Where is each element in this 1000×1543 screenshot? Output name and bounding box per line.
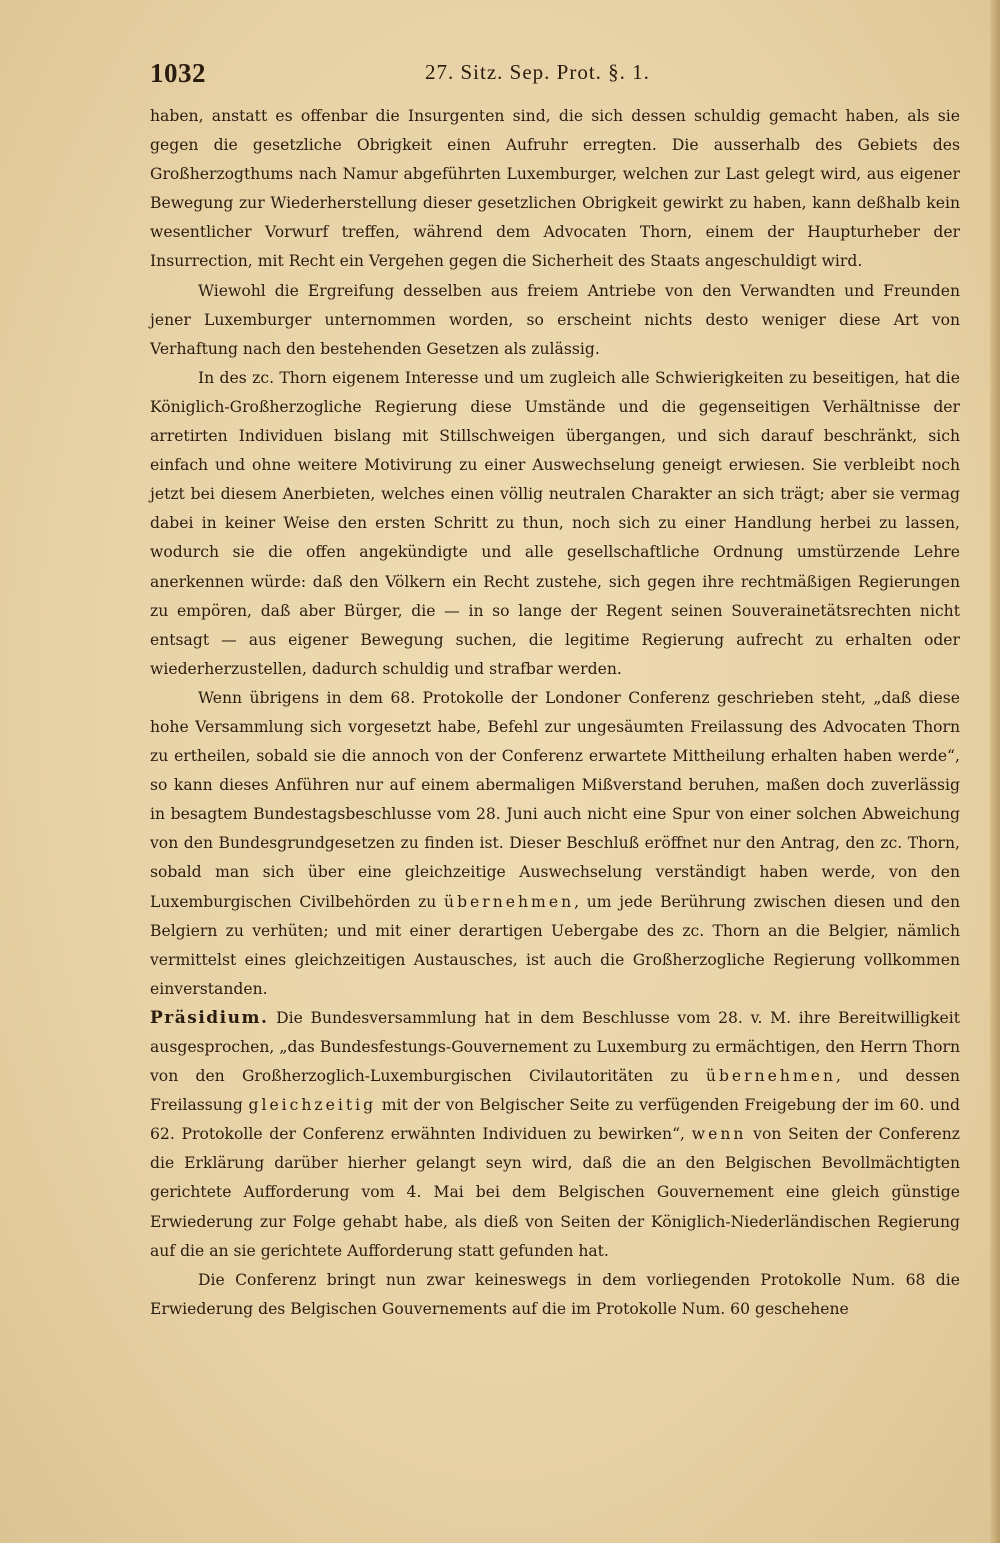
running-title: 27. Sitz. Sep. Prot. §. 1. bbox=[425, 60, 650, 84]
page-edge bbox=[990, 0, 1000, 1543]
speaker-label: Präsidium. bbox=[150, 1007, 269, 1028]
paragraph: In des zc. Thorn eigenem Interesse und um zugleich alle Schwierigkeiten zu beseitigen, hat die Königlich-Großherzogliche Regierung diese Umstände und die gegenseitigen Verhältnisse der arretirten Individuen bislang mit Stillschweigen übergangen, und sich darauf beschränkt, sich einfach und ohne weitere Motivirung zu einer Auswechselung geneigt erwiesen. Sie verbleibt noch jetzt bei diesem Anerbieten, welches einen völlig neutralen Charakter an sich trägt; aber sie vermag dabei in keiner Weise den ersten Schritt zu thun, noch sich zu einer Handlung herbei zu lassen, wodurch sie die offen angekündigte und alle gesellschaftliche Ordnung umstürzende Lehre anerkennen würde: daß den Völkern ein Recht zustehe, sich gegen ihre rechtmäßigen Regierungen zu empören, daß aber Bürger, die — in so lange der Regent seinen Souverainetätsrechten nicht entsagt — aus eigener Bewegung suchen, die legitime Regierung aufrecht zu erhalten oder wiederherzustellen, dadurch schuldig und strafbar werden. bbox=[150, 368, 960, 678]
paragraph: Die Conferenz bringt nun zwar keineswegs in dem vorliegenden Protokolle Num. 68 die Erwiederung des Belgischen Gouvernements auf die im Protokolle Num. 60 geschehene bbox=[150, 1270, 960, 1318]
paragraph-text: , und dessen Freilassung bbox=[150, 1067, 960, 1115]
paragraph: haben, anstatt es offenbar die Insurgenten sind, die sich dessen schuldig gemacht haben, als sie gegen die gesetzliche Obrigkeit einen Aufruhr erregten. Die ausserhalb des Gebiets des Großherzogthums nach Namur abgeführten Luxemburger, welchen zur Last gelegt wird, aus eigener Bewegung zur Wiederherstellung dieser gesetzlichen Obrigkeit gewirkt zu haben, kann deßhalb kein wesentlicher Vorwurf treffen, während dem Advocaten Thorn, einem der Haupturheber der Insurrection, mit Recht ein Vergehen gegen die Sicherheit des Staats angeschuldigt wird. bbox=[150, 107, 960, 271]
page-header bbox=[150, 58, 960, 90]
paragraph bbox=[150, 684, 960, 1004]
paragraph-text: von Seiten der Conferenz die Erklärung darüber hierher gelangt seyn wird, daß die an den Belgischen Bevollmächtigten gerichtete Aufforderung vom 4. Mai bei dem Belgischen Gouvernement eine gleich günstige Erwiederung zur Folge gehabt habe, als dieß von Seiten der Königlich-Niederländischen Regierung auf die an sie gerichtete Aufforderung statt gefunden hat. bbox=[150, 1125, 960, 1260]
emphasized-word: wenn bbox=[691, 1125, 747, 1144]
emphasized-word: gleichzeitig bbox=[248, 1096, 377, 1115]
paragraph-text: Wenn übrigens in dem 68. Protokolle der Londoner Conferenz geschrieben steht, „daß diese hohe Versammlung sich vorgesetzt habe, Befehl zur ungesäumten Freilassung des Advocaten Thorn zu ertheilen, sobald sie die annoch von der Conferenz erwartete Mittheilung erhalten haben werde“, so kann dieses Anführen nur auf einem abermaligen Mißverstand beruhen, maßen doch zuverlässig in besagtem Bundestagsbeschlusse vom 28. Juni auch nicht eine Spur von einer solchen Abweichung von den Bundesgrundgesetzen zu finden ist. Dieser Beschluß eröffnet nur den Antrag, den zc. Thorn, sobald man sich über eine gleichzeitige Auswechselung verständigt haben werde, von den Luxemburgischen Civilbehörden zu bbox=[150, 688, 960, 911]
presidium-statement bbox=[150, 1004, 960, 1266]
page-number: 1032 bbox=[150, 58, 206, 88]
emphasized-word: übernehmen bbox=[705, 1067, 836, 1086]
paragraph-text: mit der von Belgischer Seite zu verfügenden Freigebung der im 60. und 62. Protokolle der Conferenz erwähnten Individuen zu bewirken“, bbox=[150, 1096, 960, 1144]
paragraph-text: Die Bundesversammlung hat in dem Beschlusse vom 28. v. M. ihre Bereitwilligkeit ausgesprochen, „das Bundesfestungs-Gouvernement zu Luxemburg zu ermächtigen, den Herrn Thorn von den Großherzoglich-Luxemburgischen Civilautoritäten zu bbox=[150, 1008, 960, 1086]
emphasized-word: übernehmen bbox=[444, 892, 575, 911]
paragraph: Wiewohl die Ergreifung desselben aus freiem Antriebe von den Verwandten und Freunden jener Luxemburger unternommen worden, so erscheint nichts desto weniger diese Art von Verhaftung nach den bestehenden Gesetzen als zulässig. bbox=[150, 281, 960, 358]
body-text bbox=[150, 102, 960, 1324]
paragraph-text: , um jede Berührung zwischen diesen und den Belgiern zu verhüten; und mit einer derartigen Uebergabe des zc. Thorn an die Belgier, nämlich vermittelst eines gleichzeitigen Austausches, ist auch die Großherzogliche Regierung vollkommen einverstanden. bbox=[150, 892, 960, 998]
